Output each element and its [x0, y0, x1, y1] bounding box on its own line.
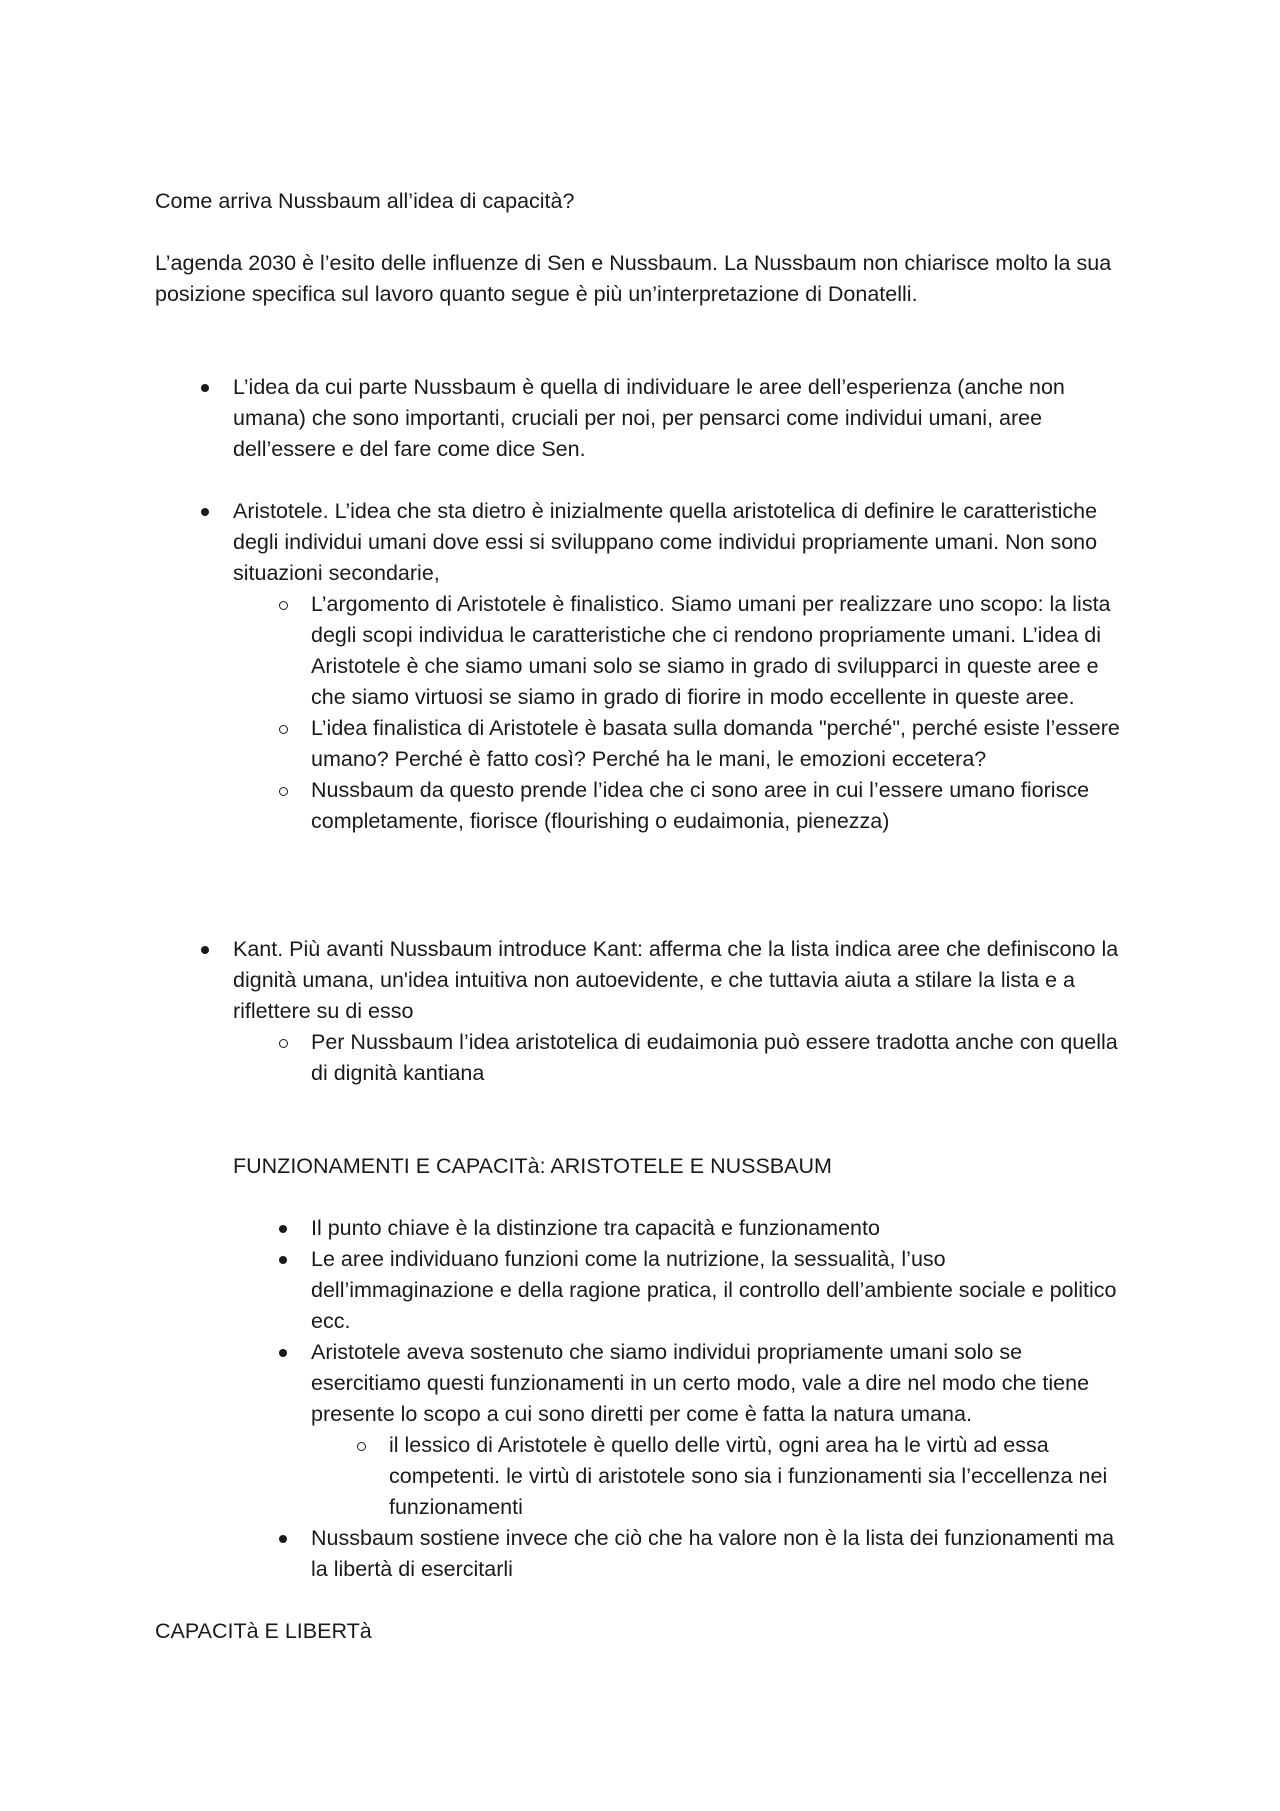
bullet-list — [233, 496, 1133, 589]
bullet-icon — [273, 1337, 293, 1368]
bullet-list — [233, 372, 1133, 465]
list-item-text: Nussbaum da questo prende l’idea che ci sono aree in cui l’essere umano fiorisce completamente, fiorisce (flourishing o eudaimonia, pienezza) — [311, 778, 1090, 833]
list-item — [311, 1027, 1131, 1089]
bullet-list — [311, 1213, 1131, 1430]
question-heading: Come arriva Nussbaum all’idea di capacità? — [155, 189, 575, 213]
list-item — [311, 775, 1131, 837]
bullet-icon — [273, 1244, 293, 1275]
bullet-icon — [195, 934, 215, 965]
bullet-icon — [195, 372, 215, 403]
bullet-list — [311, 1523, 1131, 1585]
list-item-text: Nussbaum sostiene invece che ciò che ha valore non è la lista dei funzionamenti ma la libertà di esercitarli — [311, 1526, 1115, 1581]
list-item — [311, 1213, 1131, 1244]
list-item-text: L’argomento di Aristotele è finalistico. Siamo umani per realizzare uno scopo: la lista degli scopi individua le caratteristiche che ci rendono propriamente umani. L’idea di Aristotele è che siamo umani solo se siamo in grado di svilupparci in queste aree e che siamo virtuosi se siamo in grado di fiorire in modo eccellente in queste aree. — [311, 592, 1111, 709]
sub-bullet-list — [389, 1430, 1134, 1523]
intro-paragraph: L’agenda 2030 è l’esito delle influenze di Sen e Nussbaum. La Nussbaum non chiarisce molto la sua posizione specifica sul lavoro quanto segue è più un’interpretazione di Donatelli. — [155, 251, 1112, 306]
list-item — [311, 1523, 1131, 1585]
list-item — [311, 713, 1131, 775]
list-item — [233, 372, 1133, 465]
circle-bullet-icon — [273, 775, 293, 806]
bullet-list — [233, 934, 1133, 1027]
list-item — [233, 496, 1133, 589]
bullet-icon — [273, 1213, 293, 1244]
list-item-text: L’idea da cui parte Nussbaum è quella di individuare le aree dell’esperienza (anche non umana) che sono importanti, cruciali per noi, per pensarci come individui umani, aree dell’essere e del fare come dice Sen. — [233, 375, 1065, 461]
list-item — [233, 934, 1133, 1027]
list-item-text: Il punto chiave è la distinzione tra capacità e funzionamento — [311, 1216, 880, 1240]
list-item — [311, 589, 1131, 713]
list-item-text: Aristotele. L’idea che sta dietro è inizialmente quella aristotelica di definire le caratteristiche degli individui umani dove essi si sviluppano come individui propriamente umani. Non sono situazioni secondarie, — [233, 499, 1098, 585]
list-item-text: il lessico di Aristotele è quello delle virtù, ogni area ha le virtù ad essa competenti. le virtù di aristotele sono sia i funzionamenti sia l’eccellenza nei funzionamenti — [389, 1433, 1108, 1519]
list-item-text: Aristotele aveva sostenuto che siamo individui propriamente umani solo se esercitiamo questi funzionamenti in un certo modo, vale a dire nel modo che tiene presente lo scopo a cui sono diretti per come è fatta la natura umana. — [311, 1340, 1090, 1426]
circle-bullet-icon — [351, 1430, 371, 1461]
list-item — [311, 1337, 1131, 1430]
circle-bullet-icon — [273, 1027, 293, 1058]
circle-bullet-icon — [273, 589, 293, 620]
section-heading: CAPACITà E LIBERTà — [155, 1619, 372, 1643]
list-item — [389, 1430, 1134, 1523]
section-heading: FUNZIONAMENTI E CAPACITà: ARISTOTELE E NUSSBAUM — [233, 1154, 832, 1178]
circle-bullet-icon — [273, 713, 293, 744]
sub-bullet-list — [311, 1027, 1131, 1089]
list-item-text: L’idea finalistica di Aristotele è basata sulla domanda "perché", perché esiste l’essere umano? Perché è fatto così? Perché ha le mani, le emozioni eccetera? — [311, 716, 1120, 771]
list-item-text: Per Nussbaum l’idea aristotelica di eudaimonia può essere tradotta anche con quella di dignità kantiana — [311, 1030, 1118, 1085]
bullet-icon — [195, 496, 215, 527]
bullet-icon — [273, 1523, 293, 1554]
sub-bullet-list — [311, 589, 1131, 837]
list-item — [311, 1244, 1131, 1337]
list-item-text: Kant. Più avanti Nussbaum introduce Kant: afferma che la lista indica aree che definiscono la dignità umana, un'idea intuitiva non autoevidente, e che tuttavia aiuta a stilare la lista e a riflettere su di esso — [233, 937, 1119, 1023]
list-item-text: Le aree individuano funzioni come la nutrizione, la sessualità, l’uso dell’immaginazione e della ragione pratica, il controllo dell’ambiente sociale e politico ecc. — [311, 1247, 1117, 1333]
